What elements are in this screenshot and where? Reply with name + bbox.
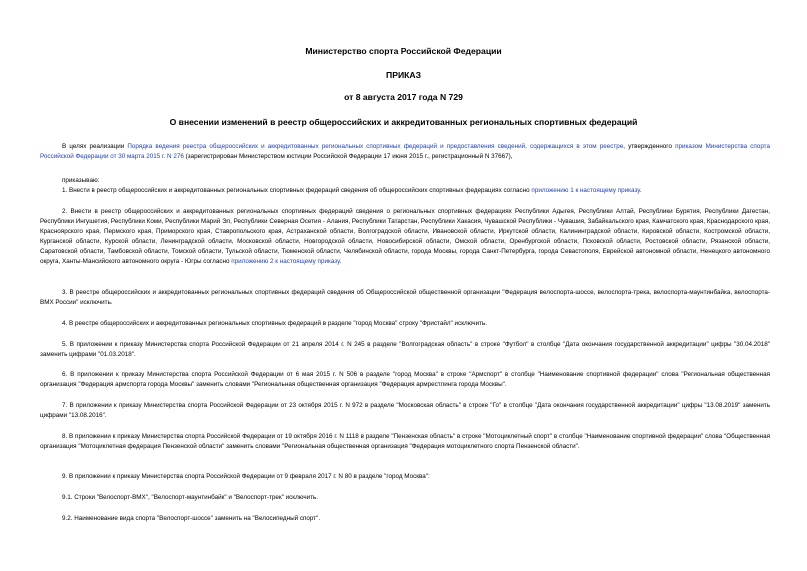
paragraph-2-end: . (339, 258, 342, 265)
prikazyvayu-label: приказываю: (62, 177, 100, 184)
paragraph-6: 6. В приложении к приказу Министерства спорта Российской Федерации от 6 мая 2015 г. N 506 в разделе "город Москва" в строке "Армспорт" в столбце "Наименование спортивной федерации" слова "Региональная общественная организация "Федерация армспорта города Москвы" заменить словами "Региональная общественная организация "Федерация армрестлинга города Москвы". (40, 371, 770, 388)
paragraph-1 (40, 186, 770, 196)
paragraph-2-text: 2. Внести в реестр общероссийских и аккредитованных региональных спортивных федераций сведения о региональных спортивных федерациях Республики Адыгея, Республики Алтай, Республики Бурятия, Республики Дагестан, Республики Ингушетия, Республики Коми, Республики Марий Эл, Республики Северная Осетия - Алания, Республики Татарстан, Республики Хакасия, Чувашской Республики - Чувашия, Забайкальского края, Камчатского края, Краснодарского края, Красноярского края, Пермского края, Приморского края, Ставропольского края, Астраханской области, Волгоградской области, Ивановской области, Иркутской области, Калининградской области, Кировской области, Костромской области, Курганской области, Курской области, Ленинградской области, Московской области, Новгородской области, Новосибирской области, Омской области, Оренбургской области, Псковской области, Ростовской области, Рязанской области, Саратовской области, Тамбовской области, Томской области, Тульской области, Тюменской области, Челябинской области, города Москвы, города Санкт-Петербурга, города Севастополя, Еврейской автономной области, Ненецкого автономного округа, Ханты-Мансийского автономного округа - Югры согласно (40, 208, 770, 265)
paragraph-8: 8. В приложении к приказу Министерства спорта Российской Федерации от 19 октября 2016 г. N 1118 в разделе "Пензенская область" в строке "Мотоциклетный спорт" в столбце "Наименование спортивной федерации" слова "Общественная организация "Мотоциклетная федерация Пензенской области" заменить словами "Региональная общественная организация "Федерация мотоциклетного спорта Пензенской области". (40, 433, 770, 450)
paragraph-9-2: 9.2. Наименование вида спорта "Велоспорт-шоссе" заменить на "Велосипедный спорт". (62, 515, 321, 522)
paragraph-7: 7. В приложении к приказу Министерства спорта Российской Федерации от 23 октября 2015 г. N 972 в разделе "Московская область" в строке "Го" в столбце "Дата окончания государственной аккредитации" цифры "13.08.2019" заменить цифрами "13.08.2016". (40, 402, 770, 419)
paragraph-2 (40, 207, 770, 267)
paragraph-9: 9. В приложении к приказу Министерства спорта Российской Федерации от 9 февраля 2017 г. N 80 в разделе "город Москва": (62, 473, 430, 480)
preamble-text-2: , утвержденного (623, 143, 676, 150)
registry-procedure-link[interactable]: Порядка ведения реестра общероссийских и аккредитованных региональных спортивных федераций и предоставления сведений, содержащихся в этом реестре (127, 143, 624, 150)
order-276-link[interactable]: приказом Министерства спорта Российской Федерации от 30 марта 2015 г. N 276 (40, 143, 770, 160)
doc-date-number: от 8 августа 2017 года N 729 (344, 92, 463, 102)
paragraph-1-text: 1. Внести в реестр общероссийских и аккредитованных региональных спортивных федераций сведения об общероссийских спортивных федерациях согласно (62, 187, 532, 194)
paragraph-5: 5. В приложении к приказу Министерства спорта Российской Федерации от 21 апреля 2014 г. N 245 в разделе "Волгоградская область" в строке "Футбол" в столбце "Дата окончания государственной аккредитации" цифры "30.04.2018" заменить цифрами "01.03.2018". (40, 341, 770, 358)
preamble-paragraph (40, 142, 770, 162)
doc-type-title: ПРИКАЗ (386, 70, 421, 80)
paragraph-3: 3. В реестре общероссийских и аккредитованных региональных спортивных федераций сведения об Общероссийской общественной организации "Федерация велоспорта-шоссе, велоспорта-трека, велоспорта-маунтинбайка, велоспорта-ВМХ России" исключить. (40, 289, 770, 306)
preamble-text-3: (зарегистрирован Министерством юстиции Российской Федерации 17 июня 2015 г., регистрационный N 37667), (183, 153, 513, 160)
preamble-text-1: В целях реализации (62, 143, 128, 150)
appendix-1-link[interactable]: приложению 1 к настоящему приказу (531, 187, 640, 194)
appendix-2-link[interactable]: приложению 2 к настоящему приказу (231, 258, 340, 265)
doc-subject: О внесении изменений в реестр общероссийских и аккредитованных региональных спортивных федераций (169, 117, 638, 127)
ministry-title: Министерство спорта Российской Федерации (305, 46, 502, 56)
paragraph-4: 4. В реестре общероссийских и аккредитованных региональных спортивных федераций в разделе "город Москва" строку "Фристайл" исключить. (62, 320, 488, 327)
paragraph-9-1: 9.1. Строки "Велоспорт-ВМХ", "Велоспорт-маунтинбайк" и "Велоспорт-трек" исключить. (62, 494, 319, 501)
paragraph-1-end: . (639, 187, 642, 194)
